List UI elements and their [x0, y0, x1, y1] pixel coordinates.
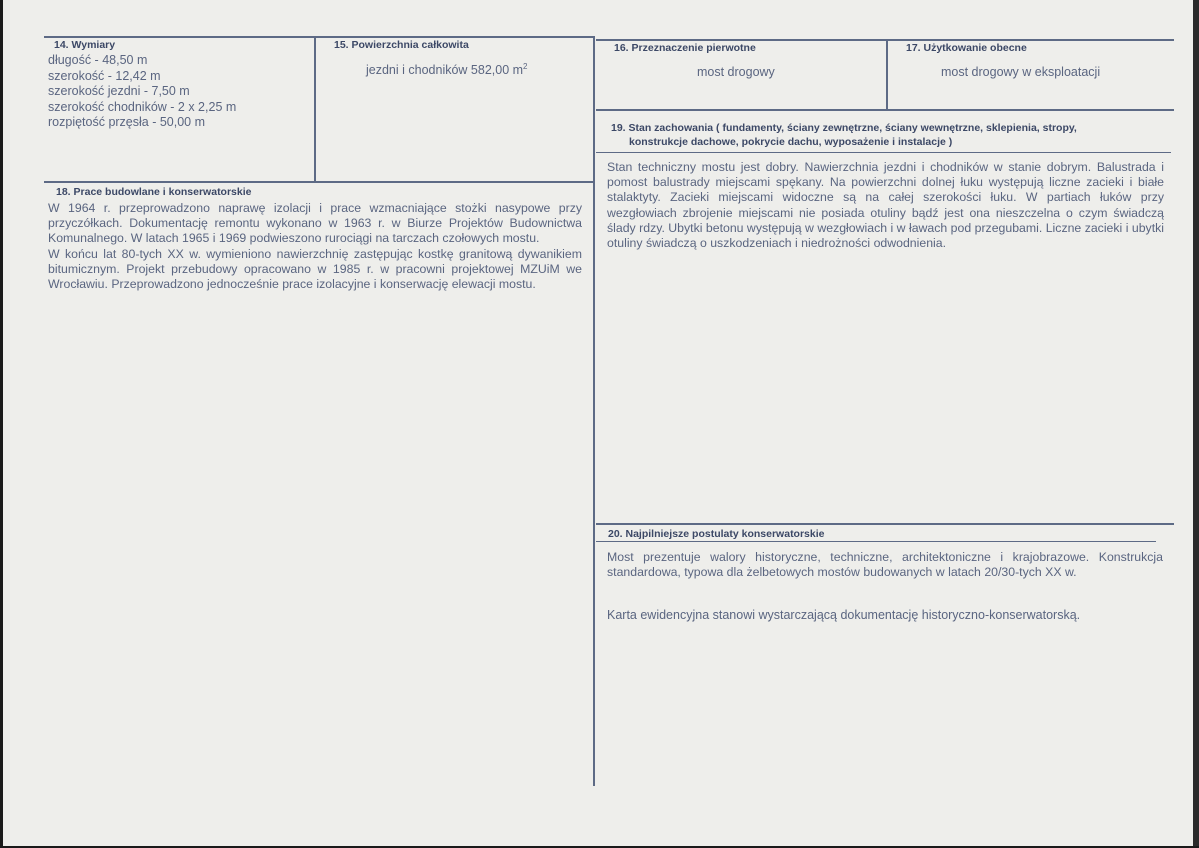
rule-above-20 [596, 523, 1174, 525]
section-20-paragraph-1: Most prezentuje walory historyczne, techniczne, architektoniczne i krajobrazowe. Konstrukcja standardowa, typowa dla żelbetowych mostów budowanych w latach 20/30-tych XX w. [607, 550, 1163, 580]
section-18-title: 18. Prace budowlane i konserwatorskie [56, 186, 252, 198]
rule-v-main [593, 36, 595, 786]
section-18-text [48, 201, 582, 292]
rule-below-19-title [596, 152, 1171, 153]
section-14-title: 14. Wymiary [54, 39, 116, 51]
section-14-dimensions [48, 53, 236, 131]
section-20-paragraph-2: Karta ewidencyjna stanowi wystarczającą dokumentację historyczno-konserwatorską. [607, 608, 1081, 622]
section-17-title: 17. Użytkowanie obecne [906, 42, 1027, 54]
section-16-title: 16. Przeznaczenie pierwotne [614, 42, 756, 54]
section-19-title-line1: 19. Stan zachowania ( fundamenty, ściany zewnętrzne, ściany wewnętrzne, sklepienia, stropy, [611, 122, 1077, 134]
section-20-title: 20. Najpilniejsze postulaty konserwatorskie [608, 528, 825, 540]
section-15-title: 15. Powierzchnia całkowita [334, 39, 469, 51]
rule-top-right [596, 39, 1174, 41]
dimension-length: długość - 48,50 m [48, 53, 148, 67]
total-area-text: jezdni i chodników 582,00 m [366, 63, 524, 78]
section-18-paragraph-1: W 1964 r. przeprowadzono naprawę izolacji i prace wzmacniające stożki nasypowe przy przyczółkach. Dokumentację remontu wykonano w 1963 r. w Biurze Projektów Budownictwa Komunalnego. W latach 1965 i 1969 podwieszono rurociągi na tarczach czołowych mostu. [48, 201, 582, 246]
rule-v-16-17 [886, 39, 888, 110]
section-16-value: most drogowy [697, 65, 775, 79]
section-19-text: Stan techniczny mostu jest dobry. Nawierzchnia jezdni i chodników w stanie dobrym. Balustrada i pomost balustrady miejscami spękany. Na powierzchni dolnej łuku występują liczne zacieki i białe stalaktyty. Zacieki miejscami widoczne są na całej szerokości łuku. W partiach łuków przy wezgłowiach zbrojenie miejscami nie posiada otuliny bądź jest ona nieszczelna o czym świadczą ślady rdzy. Ubytki betonu występują w wezgłowiach i w ławach pod przegubami. Liczne zacieki i ubytki otuliny świadczą o uszkodzeniach i niedrożności odwodnienia. [607, 160, 1164, 251]
dimension-span: rozpiętość przęsła - 50,00 m [48, 115, 206, 129]
section-18-paragraph-2: W końcu lat 80-tych XX w. wymieniono nawierzchnię zastępując kostkę granitową dywanikiem bitumicznym. Projekt przebudowy opracowano w 1985 r. w pracowni projektowej MZUiM we Wrocławiu. Przeprowadzono jednocześnie prace izolacyjne i konserwację elewacji mostu. [48, 246, 582, 292]
area-unit-superscript: 2 [523, 62, 528, 71]
dimension-roadway-width: szerokość jezdni - 7,50 m [48, 84, 190, 98]
scan-edge-left [0, 0, 3, 848]
rule-top-left [44, 36, 594, 38]
section-17-value: most drogowy w eksploatacji [941, 65, 1101, 79]
section-15-value [366, 62, 528, 77]
rule-below-20-title [596, 541, 1156, 542]
rule-below-14-15 [44, 181, 594, 183]
section-19-title-line2: konstrukcje dachowe, pokrycie dachu, wyposażenie i instalacje ) [629, 136, 953, 148]
scan-edge-right [1193, 0, 1199, 848]
dimension-width: szerokość - 12,42 m [48, 68, 161, 83]
rule-below-16-17 [596, 109, 1174, 111]
dimension-sidewalk-width: szerokość chodników - 2 x 2,25 m [48, 99, 237, 114]
rule-v-14-15 [314, 36, 316, 181]
